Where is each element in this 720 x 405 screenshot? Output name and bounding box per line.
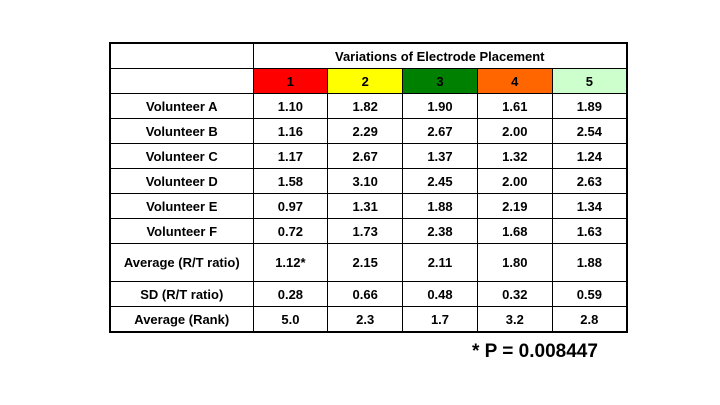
value-cell: 1.88 <box>403 194 478 219</box>
row-label: Volunteer D <box>110 169 253 194</box>
table-row <box>110 282 627 307</box>
header-row <box>110 69 627 94</box>
table-row <box>110 244 627 282</box>
value-cell: 2.45 <box>403 169 478 194</box>
value-cell: 2.38 <box>403 219 478 244</box>
value-cell: 2.3 <box>328 307 403 333</box>
table-title: Variations of Electrode Placement <box>253 43 627 69</box>
value-cell: 2.67 <box>328 144 403 169</box>
electrode-placement-table <box>109 42 628 333</box>
title-row <box>110 43 627 69</box>
value-cell: 1.32 <box>477 144 552 169</box>
value-cell: 2.63 <box>552 169 627 194</box>
value-cell: 2.15 <box>328 244 403 282</box>
table-row <box>110 307 627 333</box>
table-row <box>110 119 627 144</box>
row-label: Volunteer E <box>110 194 253 219</box>
footnote: * P = 0.008447 <box>472 341 598 362</box>
row-label: Volunteer B <box>110 119 253 144</box>
value-cell: 2.00 <box>477 169 552 194</box>
value-cell: 1.31 <box>328 194 403 219</box>
value-cell: 1.90 <box>403 94 478 119</box>
value-cell: 1.82 <box>328 94 403 119</box>
value-cell: 1.63 <box>552 219 627 244</box>
value-cell: 1.88 <box>552 244 627 282</box>
value-cell: 1.89 <box>552 94 627 119</box>
value-cell: 2.8 <box>552 307 627 333</box>
value-cell: 2.67 <box>403 119 478 144</box>
value-cell: 2.11 <box>403 244 478 282</box>
row-label: Volunteer A <box>110 94 253 119</box>
row-label: Average (R/T ratio) <box>110 244 253 282</box>
value-cell: 5.0 <box>253 307 328 333</box>
corner-cell <box>110 43 253 69</box>
value-cell: 1.80 <box>477 244 552 282</box>
row-label: SD (R/T ratio) <box>110 282 253 307</box>
value-cell: 1.34 <box>552 194 627 219</box>
value-cell: 3.10 <box>328 169 403 194</box>
placement-header-4: 4 <box>477 69 552 94</box>
value-cell: 2.29 <box>328 119 403 144</box>
value-cell: 3.2 <box>477 307 552 333</box>
value-cell: 1.12* <box>253 244 328 282</box>
value-cell: 1.16 <box>253 119 328 144</box>
value-cell: 2.00 <box>477 119 552 144</box>
placement-header-2: 2 <box>328 69 403 94</box>
value-cell: 1.58 <box>253 169 328 194</box>
value-cell: 0.59 <box>552 282 627 307</box>
value-cell: 2.19 <box>477 194 552 219</box>
table-row <box>110 194 627 219</box>
row-label: Average (Rank) <box>110 307 253 333</box>
placement-header-5: 5 <box>552 69 627 94</box>
value-cell: 1.24 <box>552 144 627 169</box>
table-row <box>110 94 627 119</box>
value-cell: 1.68 <box>477 219 552 244</box>
value-cell: 0.28 <box>253 282 328 307</box>
placement-header-3: 3 <box>403 69 478 94</box>
value-cell: 0.32 <box>477 282 552 307</box>
placement-header-1: 1 <box>253 69 328 94</box>
row-label: Volunteer C <box>110 144 253 169</box>
row-label: Volunteer F <box>110 219 253 244</box>
value-cell: 1.10 <box>253 94 328 119</box>
value-cell: 0.48 <box>403 282 478 307</box>
table-row <box>110 144 627 169</box>
header-corner-cell <box>110 69 253 94</box>
table-row <box>110 169 627 194</box>
value-cell: 1.73 <box>328 219 403 244</box>
value-cell: 1.37 <box>403 144 478 169</box>
table-row <box>110 219 627 244</box>
value-cell: 1.7 <box>403 307 478 333</box>
value-cell: 0.97 <box>253 194 328 219</box>
value-cell: 0.72 <box>253 219 328 244</box>
value-cell: 1.17 <box>253 144 328 169</box>
value-cell: 1.61 <box>477 94 552 119</box>
value-cell: 2.54 <box>552 119 627 144</box>
value-cell: 0.66 <box>328 282 403 307</box>
